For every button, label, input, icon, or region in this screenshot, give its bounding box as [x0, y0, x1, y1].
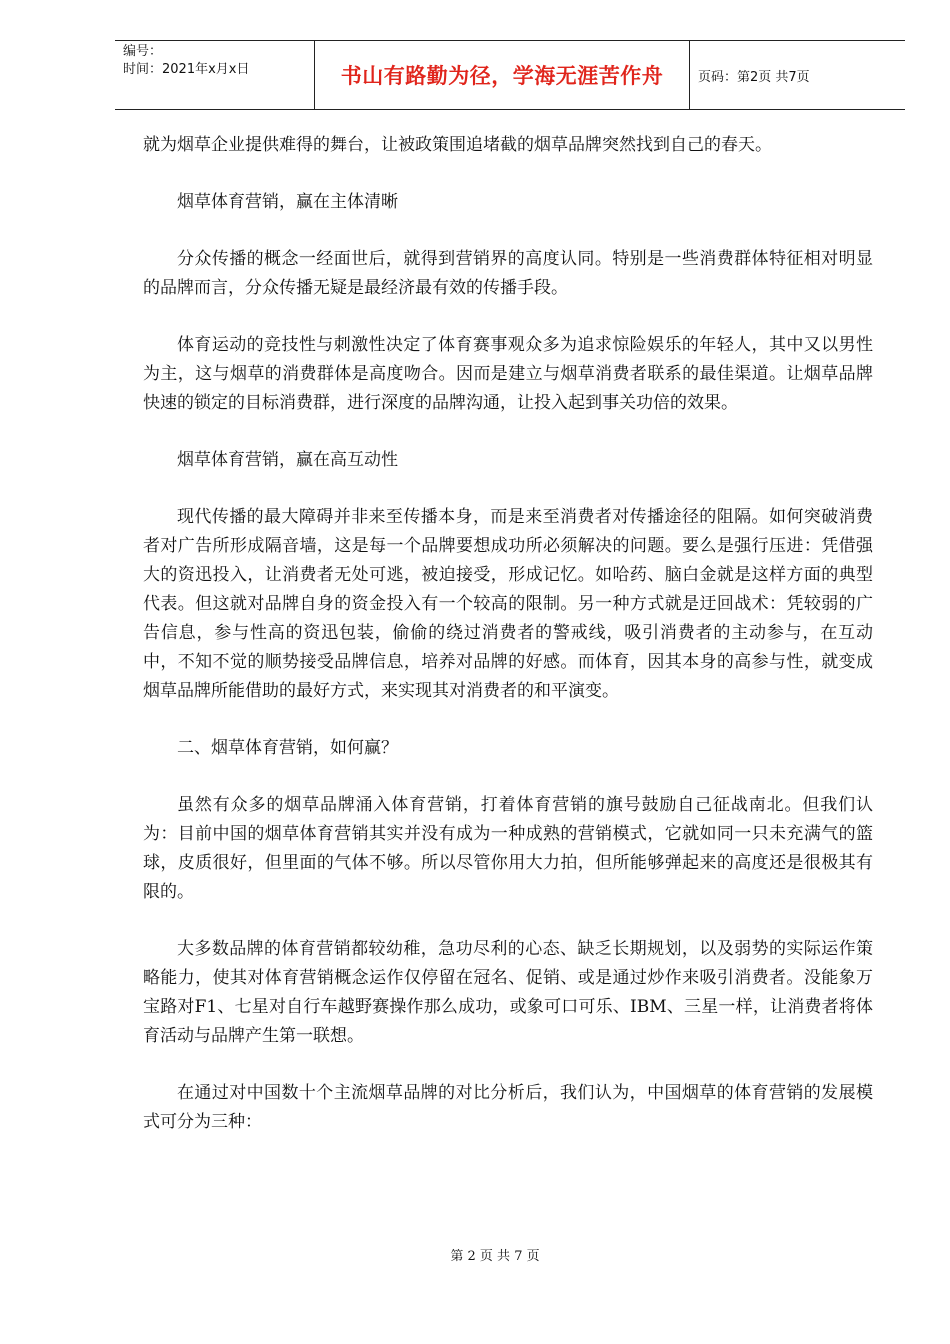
- section-heading: 二、烟草体育营销，如何赢？: [177, 738, 398, 758]
- paragraph: 虽然有众多的烟草品牌涌入体育营销，打着体育营销的旗号鼓励自己征战南北。但我们认为：目前中国的烟草体育营销其实并没有成为一种成熟的营销模式，它就如同一只未充满气的篮球，皮质很好，但里面的气体不够。所以尽管你用大力拍，但所能够弹起来的高度还是很极其有限的。: [143, 795, 873, 902]
- paragraph: 现代传播的最大障碍并非来至传播本身，而是来至消费者对传播途径的阻隔。如何突破消费者对广告所形成隔音墙，这是每一个品牌要想成功所必须解决的问题。要么是强行压进：凭借强大的资迅投入，让消费者无处可逃，被迫接受，形成记忆。如哈药、脑白金就是这样方面的典型代表。但这就对品牌自身的资金投入有一个较高的限制。另一种方式就是迂回战术：凭较弱的广告信息，参与性高的资迅包装，偷偷的绕过消费者的警戒线，吸引消费者的主动参与，在互动中，不知不觉的顺势接受品牌信息，培养对品牌的好感。而体育，因其本身的高参与性，就变成烟草品牌所能借助的最好方式，来实现其对消费者的和平演变。: [143, 507, 873, 701]
- section-heading: 烟草体育营销，赢在高互动性: [177, 450, 398, 470]
- paragraph: 就为烟草企业提供难得的舞台，让被政策围追堵截的烟草品牌突然找到自己的春天。: [143, 135, 772, 155]
- paragraph: 大多数品牌的体育营销都较幼稚，急功尽利的心态、缺乏长期规划，以及弱势的实际运作策略能力，使其对体育营销概念运作仅停留在冠名、促销、或是通过炒作来吸引消费者。没能象万宝路对F1、七星对自行车越野赛操作那么成功，或象可口可乐、IBM、三星一样，让消费者将体育活动与品牌产生第一联想。: [143, 939, 873, 1046]
- document-time-label: 时间：2021年x月x日: [123, 62, 250, 77]
- paragraph: 体育运动的竞技性与刺激性决定了体育赛事观众多为追求惊险娱乐的年轻人，其中又以男性为主，这与烟草的消费群体是高度吻合。因而是建立与烟草消费者联系的最佳渠道。让烟草品牌快速的锁定的目标消费群，进行深度的品牌沟通，让投入起到事关功倍的效果。: [143, 335, 873, 413]
- section-heading: 烟草体育营销，赢在主体清晰: [177, 192, 398, 212]
- document-number-label: 编号：: [123, 44, 163, 59]
- paragraph: 在通过对中国数十个主流烟草品牌的对比分析后，我们认为，中国烟草的体育营销的发展模式可分为三种：: [143, 1083, 873, 1132]
- page-footer: 第 2 页 共 7 页: [450, 1249, 540, 1264]
- paragraph: 分众传播的概念一经面世后，就得到营销界的高度认同。特别是一些消费群体特征相对明显的品牌而言，分众传播无疑是最经济最有效的传播手段。: [143, 249, 873, 298]
- header-motto: 书山有路勤为径，学海无涯苦作舟: [315, 41, 690, 109]
- page-header: [115, 40, 905, 110]
- header-page-info: 页码：第2页 共7页: [698, 69, 810, 85]
- header-meta: [115, 41, 315, 109]
- document-body: [143, 131, 873, 1165]
